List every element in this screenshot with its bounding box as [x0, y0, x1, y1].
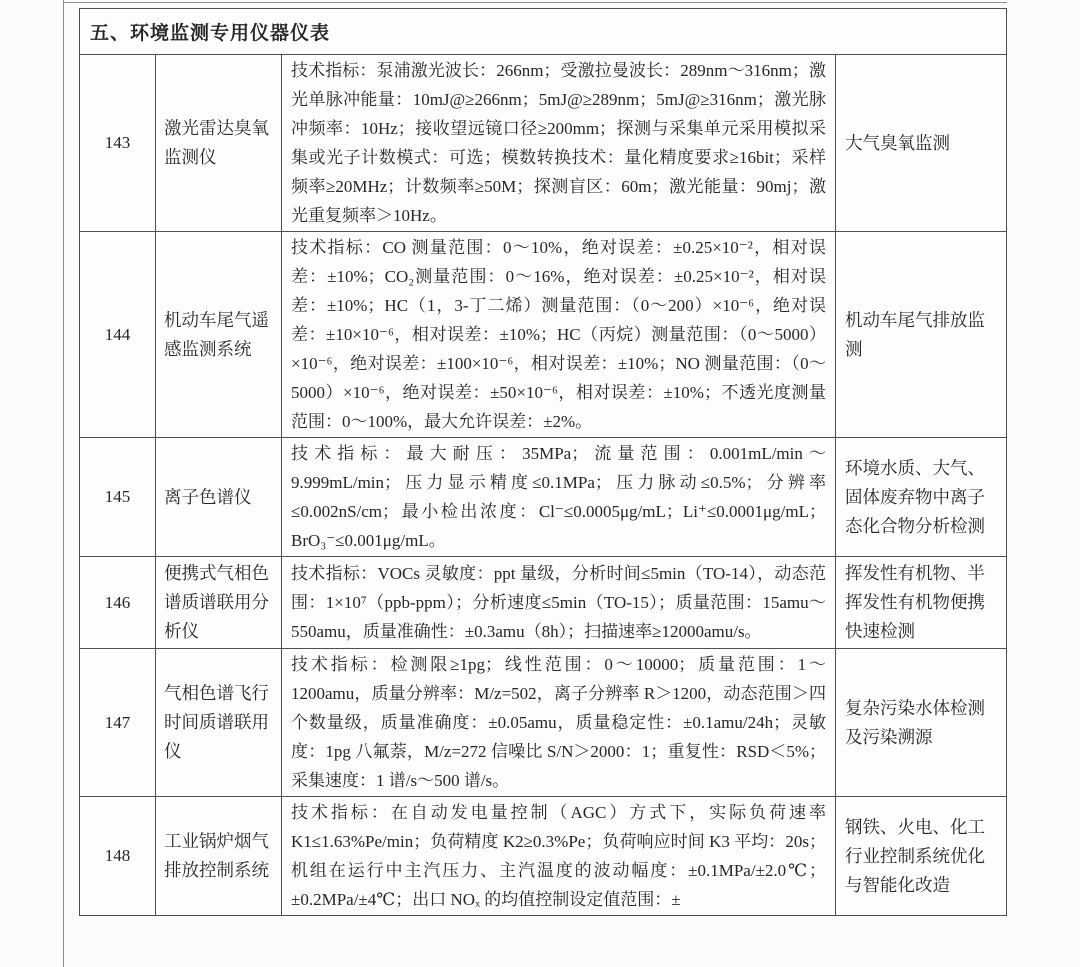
- technical-spec-cell: 技术指标：VOCs 灵敏度：ppt 量级，分析时间≤5min（TO-14），动态范围：1×10⁷（ppb-ppm）；分析速度≤5min（TO-15）；质量范围：15amu～550amu，质量准确性：±0.3amu（8h）；扫描速率≥12000amu/s。: [282, 557, 836, 649]
- application-cell: 钢铁、火电、化工行业控制系统优化与智能化改造: [836, 797, 1007, 916]
- technical-spec-cell: 技术指标：泵浦激光波长：266nm；受激拉曼波长：289nm～316nm；激光单脉冲能量：10mJ@≥266nm；5mJ@≥289nm；5mJ@≥316nm；激光脉冲频率：10Hz；接收望远镜口径≥200mm；探测与采集单元采用模拟采集或光子计数模式：可选；模数转换技术：量化精度要求≥16bit；采样频率≥20MHz；计数频率≥50M；探测盲区：60m；激光能量：90mj；激光重复频率＞10Hz。: [282, 55, 836, 232]
- row-number-cell: 147: [80, 649, 156, 797]
- instrument-name-cell: 气相色谱飞行时间质谱联用仪: [156, 649, 282, 797]
- application-cell: 复杂污染水体检测及污染溯源: [836, 649, 1007, 797]
- scan-top-border-line: [63, 2, 1007, 3]
- instrument-name-cell: 激光雷达臭氧监测仪: [156, 55, 282, 232]
- technical-spec-cell: 技术指标：最大耐压：35MPa；流量范围：0.001mL/min～9.999mL/min；压力显示精度≤0.1MPa；压力脉动≤0.5%；分辨率≤0.002nS/cm；最小检出浓度：Cl⁻≤0.0005μg/mL；Li⁺≤0.0001μg/mL；BrO₃⁻≤0.001μg/mL。: [282, 438, 836, 557]
- table-row: [80, 232, 1007, 438]
- table-row: [80, 438, 1007, 557]
- application-cell: 挥发性有机物、半挥发性有机物便携快速检测: [836, 557, 1007, 649]
- instrument-name-cell: 机动车尾气遥感监测系统: [156, 232, 282, 438]
- row-number-cell: 146: [80, 557, 156, 649]
- technical-spec-cell: 技术指标：检测限≥1pg；线性范围：0～10000；质量范围：1～1200amu，质量分辨率：M/z=502，离子分辨率 R＞1200，动态范围＞四个数量级，质量准确度：±0.05amu，质量稳定性：±0.1amu/24h；灵敏度：1pg 八氟萘，M/z=272 信噪比 S/N＞2000：1；重复性：RSD＜5%；采集速度：1 谱/s～500 谱/s。: [282, 649, 836, 797]
- instrument-table: [79, 8, 1007, 916]
- instrument-name-cell: 离子色谱仪: [156, 438, 282, 557]
- application-cell: 环境水质、大气、固体废弃物中离子态化合物分析检测: [836, 438, 1007, 557]
- technical-spec-cell: 技术指标：在自动发电量控制（AGC）方式下，实际负荷速率 K1≤1.63%Pe/min；负荷精度 K2≥0.3%Pe；负荷响应时间 K3 平均：20s；机组在运行中主汽压力、主汽温度的波动幅度：±0.1MPa/±2.0℃；±0.2MPa/±4℃；出口 NOₓ 的均值控制设定值范围：±: [282, 797, 836, 916]
- table-row: [80, 797, 1007, 916]
- application-cell: 机动车尾气排放监测: [836, 232, 1007, 438]
- row-number-cell: 145: [80, 438, 156, 557]
- table-row: [80, 557, 1007, 649]
- scan-left-border-line: [63, 0, 64, 967]
- table-row: [80, 55, 1007, 232]
- table-row: [80, 649, 1007, 797]
- instrument-name-cell: 工业锅炉烟气排放控制系统: [156, 797, 282, 916]
- section-title: 五、环境监测专用仪器仪表: [80, 9, 1007, 55]
- row-number-cell: 148: [80, 797, 156, 916]
- application-cell: 大气臭氧监测: [836, 55, 1007, 232]
- section-header-row: [80, 9, 1007, 55]
- table-body: [80, 55, 1007, 916]
- row-number-cell: 144: [80, 232, 156, 438]
- row-number-cell: 143: [80, 55, 156, 232]
- instrument-name-cell: 便携式气相色谱质谱联用分析仪: [156, 557, 282, 649]
- technical-spec-cell: 技术指标：CO 测量范围：0～10%，绝对误差：±0.25×10⁻²，相对误差：±10%；CO₂测量范围：0～16%，绝对误差：±0.25×10⁻²，相对误差：±10%；HC（1，3-丁二烯）测量范围：（0～200）×10⁻⁶，绝对误差：±10×10⁻⁶，相对误差：±10%；HC（丙烷）测量范围：（0～5000）×10⁻⁶，绝对误差：±100×10⁻⁶，相对误差：±10%；NO 测量范围：（0～5000）×10⁻⁶，绝对误差：±50×10⁻⁶，相对误差：±10%；不透光度测量范围：0～100%，最大允许误差：±2%。: [282, 232, 836, 438]
